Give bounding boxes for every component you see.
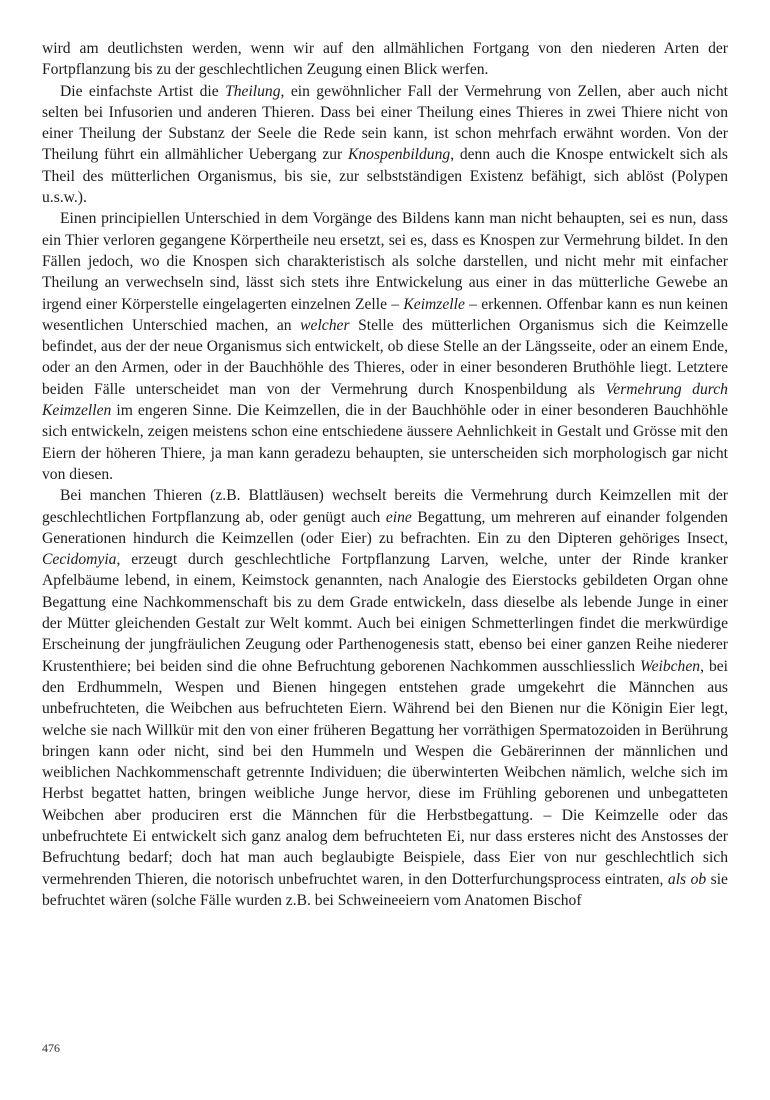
- text-run: Bei manchen Thieren (z.B. Blattläusen) wechselt bereits die Vermehrung durch Keimzellen mit der geschlechtlichen Fortpflanzung ab, oder genügt auch: [42, 487, 728, 526]
- text-run: wird am deutlichsten werden, wenn wir auf den allmählichen Fortgang von den niederen Arten der Fortpflanzung bis zu der geschlechtlichen Zeugung einen Blick werfen.: [42, 40, 728, 79]
- paragraph-2: [42, 81, 728, 209]
- paragraph-4: [42, 485, 728, 911]
- emphasis: eine: [385, 508, 412, 526]
- emphasis: Theilung: [225, 82, 281, 100]
- emphasis: Keimzelle: [403, 295, 465, 313]
- text-run: im engeren Sinne. Die Keimzellen, die in der Bauchhöhle oder in einer besonderen Bauchhöhle sich entwickeln, zeigen meistens schon eine entschiedene äussere Aehnlichkeit in Gestalt und Grösse mit den Eiern der höheren Thiere, ja man kann geradezu behaupten, sie unterscheiden sich morphologisch gar nicht von diesen.: [42, 402, 728, 483]
- page-body: [42, 38, 728, 911]
- paragraph-3: [42, 208, 728, 485]
- emphasis: als ob: [667, 870, 707, 888]
- text-run: sie befruchtet wären (solche Fälle wurden z.B. bei Schweineeiern vom Anatomen Bischof: [42, 870, 728, 909]
- text-run: , denn auch die Knospe entwickelt sich als Theil des mütterlichen Organismus, bis sie, zur selbstständigen Existenz befähigt, sich ablöst (Polypen u.s.w.).: [42, 146, 728, 207]
- text-run: , ein gewöhnlicher Fall der Vermehrung von Zellen, aber auch nicht selten bei Infusorien und anderen Thieren. Dass bei einer Theilung eines Thieres in zwei Thiere nicht von einer Theilung der Substanz der Seele die Rede sein kann, ist schon mehrfach erwähnt worden. Von der Theilung führt ein allmählicher Uebergang zur: [42, 82, 728, 164]
- text-run: Die einfachste Artist die: [60, 82, 226, 100]
- emphasis: Knospenbildung: [347, 146, 451, 164]
- emphasis: Cecidomyia: [42, 551, 117, 569]
- emphasis: Vermehrung durch Keimzellen: [42, 380, 728, 420]
- text-run: , bei den Erdhummeln, Wespen und Bienen hingegen entstehen grade umgekehrt die Männchen aus unbefruchteten, die Weibchen aus befruchteten Eiern. Während bei den Bienen nur die Königin Eier legt, welche sie nach Willkür mit den von einer früheren Begattung her vorräthigen Spermatozoiden in Berührung bringen kann oder nicht, sind bei den Hummeln und Wespen die Gebärerinnen der männlichen und weiblichen Nachkommenschaft getrennte Individuen; die überwinterten Weibchen nämlich, welche sich im Herbst begattet hatten, bringen weibliche Junge hervor, diese im Frühling geborenen und unbegatteten Weibchen aber produciren erst die Männchen für die Herbstbegattung. – Die Keimzelle oder das unbefruchtete Ei entwickelt sich ganz analog dem befruchteten Ei, nur dass ersteres nicht des Anstosses der Befruchtung bedarf; doch hat man auch beglaubigte Beispiele, dass Eier von nur geschlechtlich sich vermehrenden Thieren, die notorisch unbefruchtet waren, in den Dotterfurchungsprocess eintraten,: [42, 657, 728, 888]
- text-run: Einen principiellen Unterschied in dem Vorgänge des Bildens kann man nicht behaupten, sei es nun, dass ein Thier verloren gegangene Körpertheile neu ersetzt, sei es, dass es Knospen zur Vermehrung bildet. In den Fällen jedoch, wo die Knospen sich charakteristisch als solche darstellen, und nicht mehr mit einfacher Theilung an verwechseln sind, lässt sich stets ihre Entwickelung aus einer in das mütterliche Gewebe an irgend einer Körperstelle eingelagerten einzelnen Zelle –: [42, 210, 728, 313]
- emphasis: welcher: [300, 316, 350, 334]
- emphasis: Weibchen: [640, 657, 701, 675]
- page-number: 476: [42, 1041, 60, 1055]
- paragraph-1: [42, 38, 728, 81]
- text-run: Begattung, um mehreren auf einander folgenden Generationen hindurch die Keimzellen (oder Eier) zu befrachten. Ein zu den Dipteren gehöriges Insect,: [42, 508, 728, 547]
- text-run: , erzeugt durch geschlechtliche Fortpflanzung Larven, welche, unter der Rinde kranker Apfelbäume lebend, in einem, Keimstock genannten, nach Analogie des Eierstocks gebildeten Organ ohne Begattung eine Nachkommenschaft bis zu dem Grade entwickeln, dass dieselbe als lebende Junge in einer der Mütter gleichenden Gestalt zur Welt kommt. Auch bei einigen Schmetterlingen findet die merkwürdige Erscheinung der jungfräulichen Zeugung oder Parthenogenesis statt, ebenso bei einer ganzen Reihe niederer Krustenthiere; bei beiden sind die ohne Befruchtung geborenen Nachkommen ausschliesslich: [42, 551, 728, 675]
- text-run: – erkennen. Offenbar kann es nun keinen wesentlichen Unterschied machen, an: [42, 295, 728, 334]
- text-run: Stelle des mütterlichen Organismus sich die Keimzelle befindet, aus der der neue Organismus sich entwickelt, ob diese Stelle an der Längsseite, oder an einem Ende, oder an den Armen, oder in der Bauchhöhle des Thieres, oder in einer besonderen Bruthöhle liegt. Letztere beiden Fälle unterscheidet man von der Vermehrung durch Knospenbildung als: [42, 316, 728, 398]
